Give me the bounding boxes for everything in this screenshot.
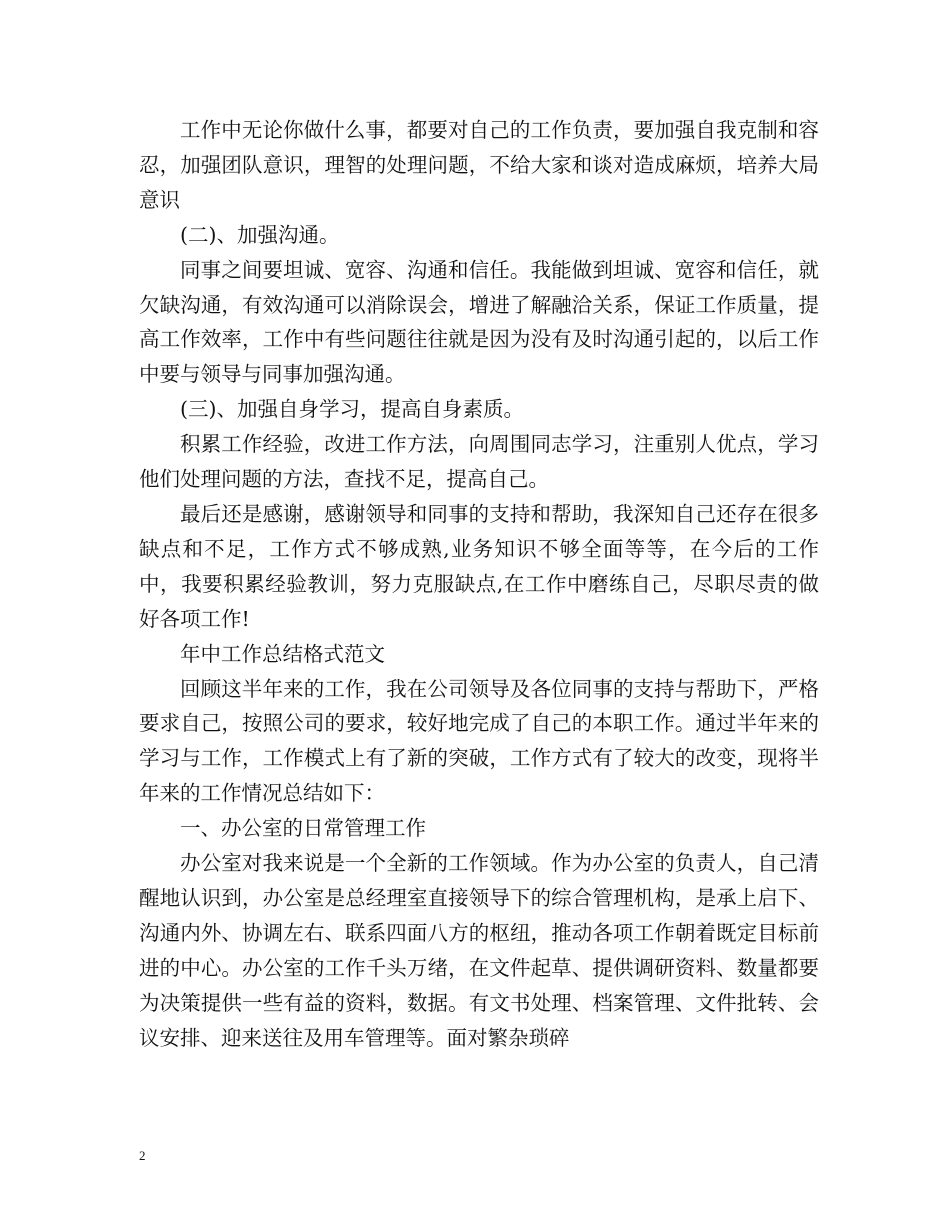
paragraph-8: 回顾这半年来的工作，我在公司领导及各位同事的支持与帮助下，严格要求自己，按照公司的要求，较好地完成了自己的本职工作。通过半年来的学习与工作，工作模式上有了新的突破，工作方式有了较大的改变，现将半年来的工作情况总结如下： [139,676,819,806]
document-body [139,113,819,1055]
paragraph-2: (二)、加强沟通。 [180,222,340,247]
paragraph-1: 工作中无论你做什么事，都要对自己的工作负责，要加强自我克制和容忍，加强团队意识，理智的处理问题，不给大家和谈对造成麻烦，培养大局意识 [139,118,819,212]
paragraph-7: 年中工作总结格式范文 [180,641,385,666]
paragraph-5: 积累工作经验，改进工作方法，向周围同志学习，注重别人优点，学习他们处理问题的方法，查找不足，提高自己。 [139,432,819,492]
paragraph-4: (三)、加强自身学习，提高自身素质。 [180,397,524,422]
paragraph-3: 同事之间要坦诚、宽容、沟通和信任。我能做到坦诚、宽容和信任，就欠缺沟通，有效沟通可以消除误会，增进了解融洽关系，保证工作质量，提高工作效率，工作中有些问题往往就是因为没有及时沟通引起的，以后工作中要与领导与同事加强沟通。 [139,257,819,387]
paragraph-6: 最后还是感谢，感谢领导和同事的支持和帮助，我深知自己还存在很多缺点和不足，工作方式不够成熟,业务知识不够全面等等，在今后的工作中，我要积累经验教训，努力克服缺点,在工作中磨练自己，尽职尽责的做好各项工作! [139,501,819,631]
page-number: 2 [139,1148,146,1163]
paragraph-10: 办公室对我来说是一个全新的工作领域。作为办公室的负责人，自己清醒地认识到，办公室是总经理室直接领导下的综合管理机构，是承上启下、沟通内外、协调左右、联系四面八方的枢纽，推动各项工作朝着既定目标前进的中心。办公室的工作千头万绪，在文件起草、提供调研资料、数量都要为决策提供一些有益的资料，数据。有文书处理、档案管理、文件批转、会议安排、迎来送往及用车管理等。面对繁杂琐碎 [139,851,819,1050]
paragraph-9: 一、办公室的日常管理工作 [180,816,426,841]
